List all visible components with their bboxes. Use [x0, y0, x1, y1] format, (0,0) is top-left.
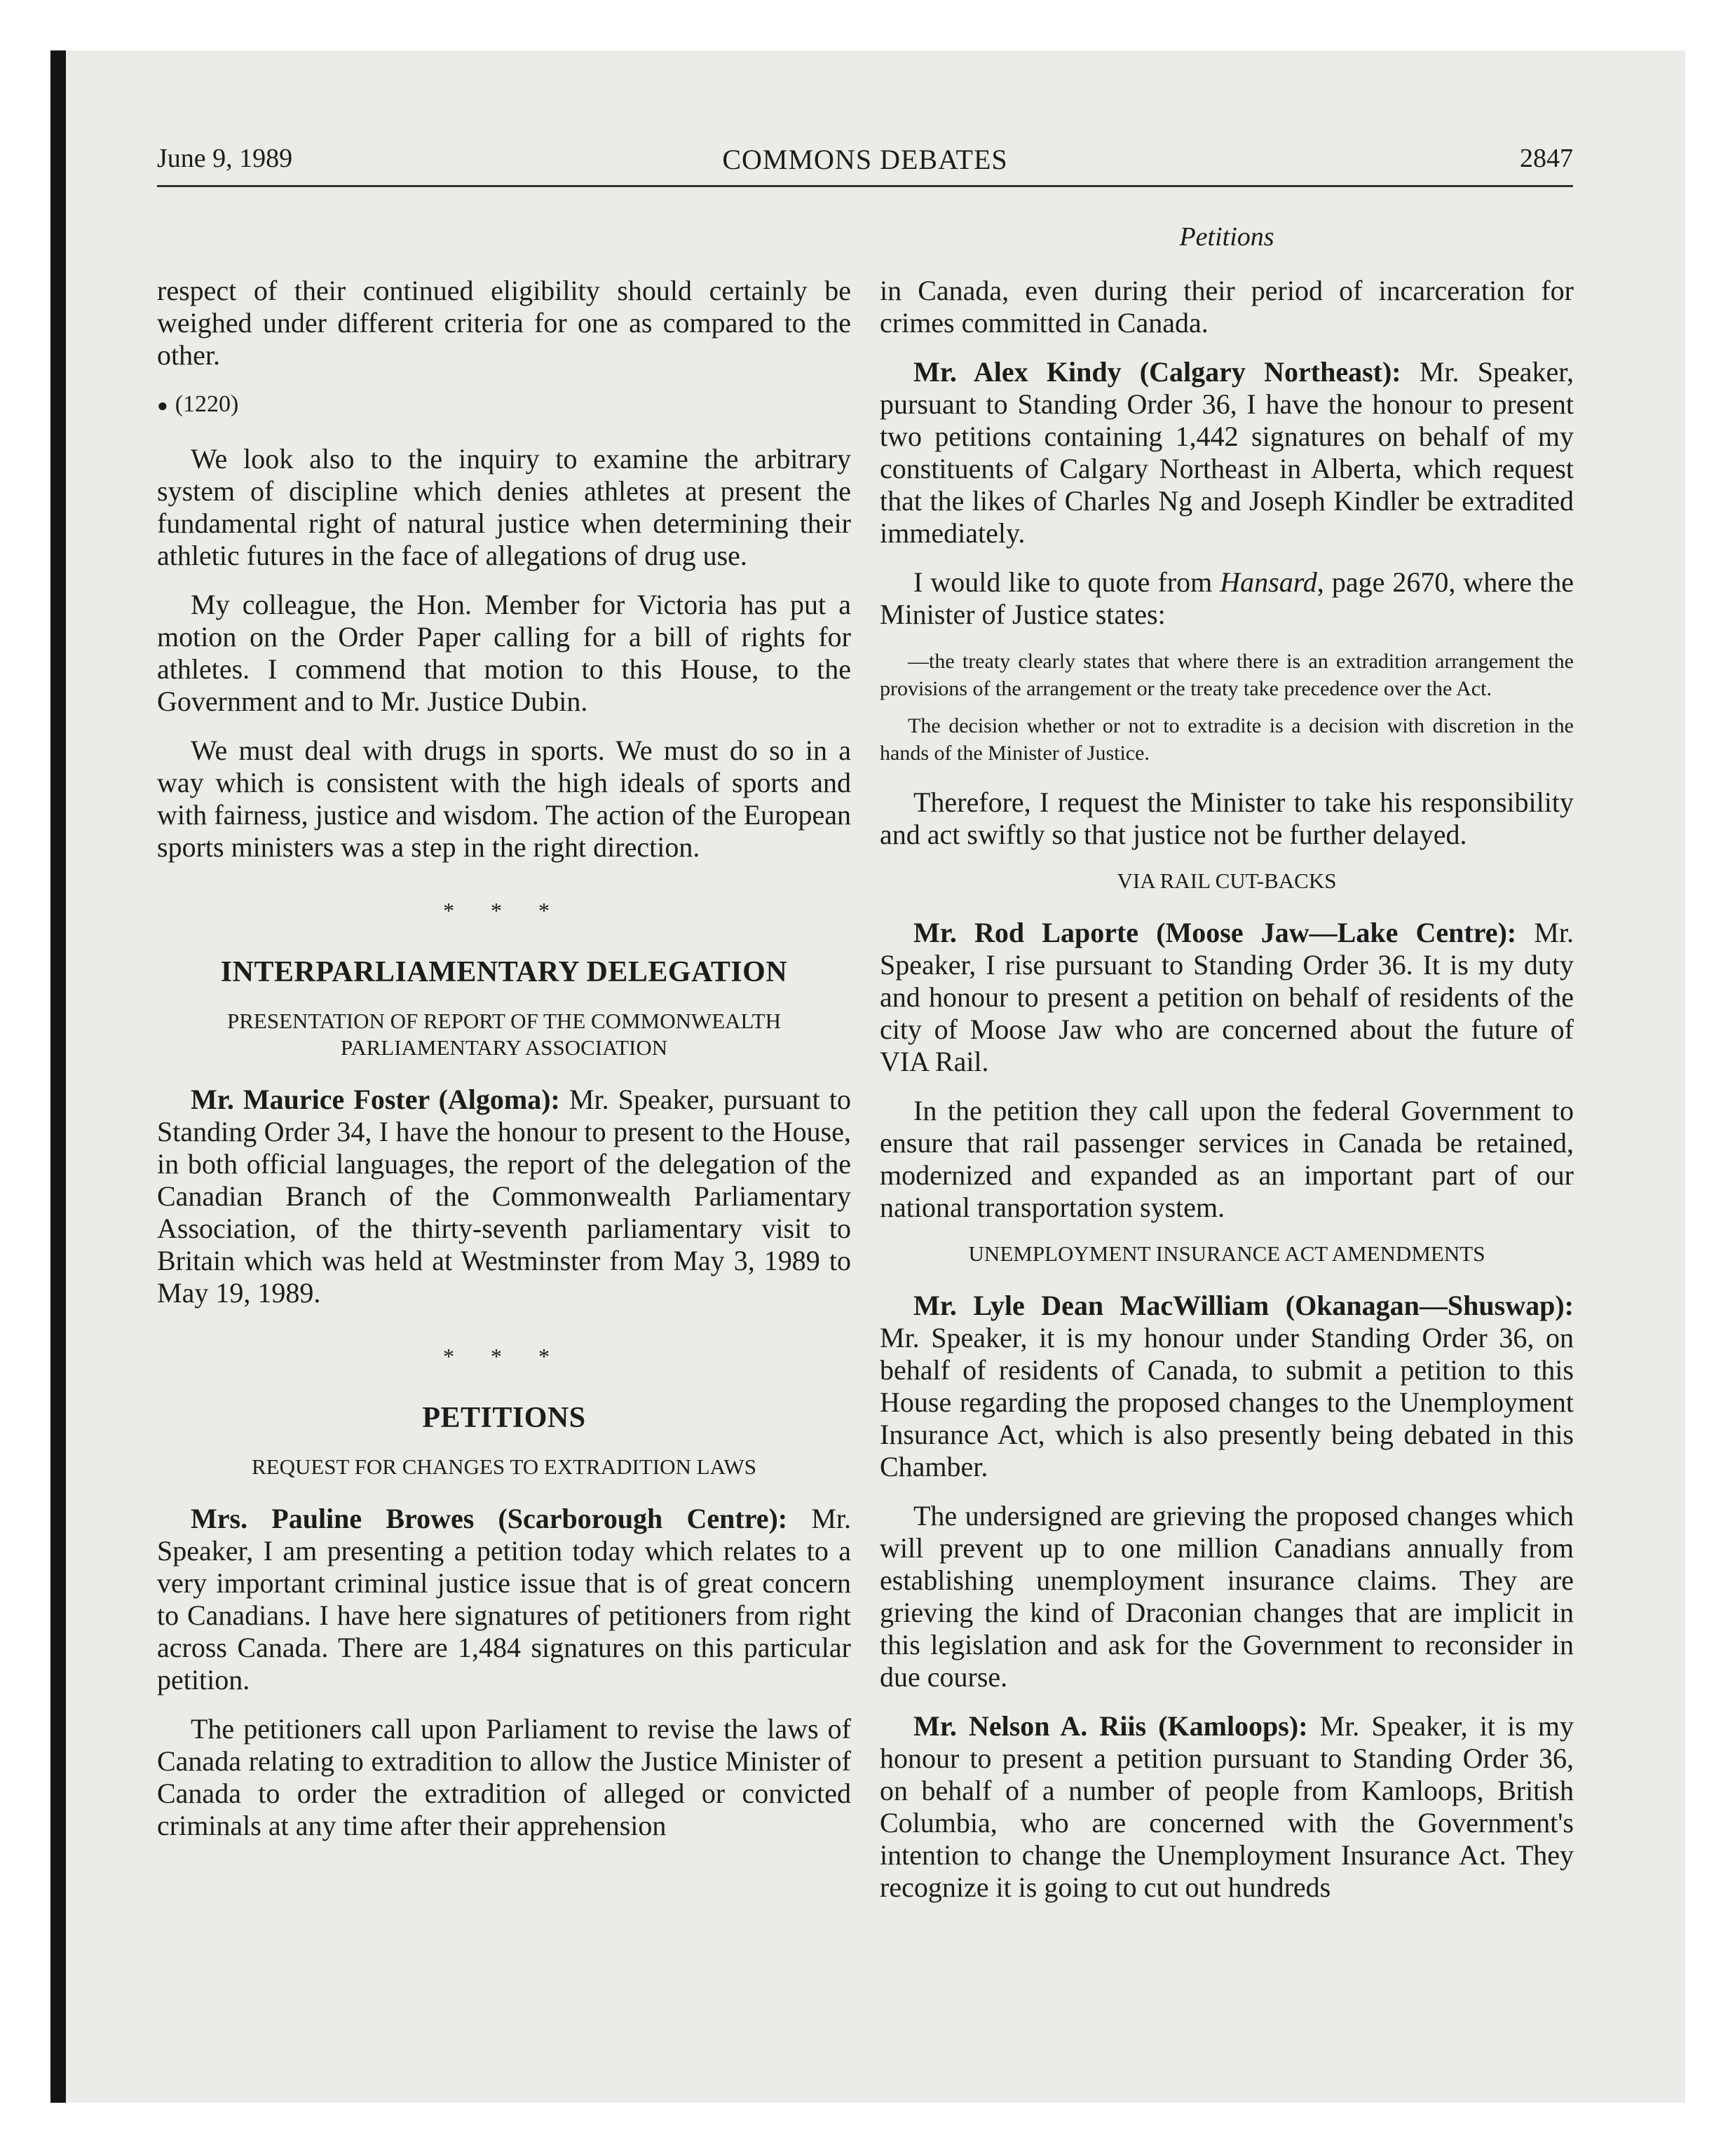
paragraph: In the petition they call upon the federal Government to ensure that rail passenger services in Canada be retained, modernized and expanded as an important part of our national transportation system.: [880, 1095, 1574, 1223]
section-subheading: REQUEST FOR CHANGES TO EXTRADITION LAWS: [251, 1454, 756, 1480]
section-tag: Petitions: [1179, 222, 1274, 252]
speech-paragraph: [880, 356, 1574, 550]
section-heading: PETITIONS: [422, 1402, 586, 1435]
left-column: [157, 275, 851, 1859]
section-subheading: VIA RAIL CUT-BACKS: [1117, 868, 1337, 893]
quotation: The decision whether or not to extradite is a decision with discretion in the hands of the Minister of Justice.: [880, 714, 1574, 765]
header-date: June 9, 1989: [157, 144, 293, 173]
speaker-name: Mr. Lyle Dean MacWilliam (Okanagan—Shuswap):: [913, 1290, 1574, 1321]
speaker-name: Mrs. Pauline Browes (Scarborough Centre):: [191, 1503, 788, 1535]
header-page-number: 2847: [1520, 144, 1573, 173]
speech-paragraph: [157, 1503, 851, 1696]
speech-text: Mr. Speaker, it is my honour under Standing Order 36, on behalf of residents of Canada, to submit a petition to this House regarding the proposed changes to the Unemployment Insurance Act, which is also presently being debated in this Chamber.: [880, 1322, 1574, 1482]
paragraph: The petitioners call upon Parliament to revise the laws of Canada relating to extradition to allow the Justice Minister of Canada to order the extradition of alleged or convicted criminals at any time after their apprehension: [157, 1713, 851, 1842]
scan-binding-edge: [50, 50, 66, 2103]
section-subheading: UNEMPLOYMENT INSURANCE ACT AMENDMENTS: [968, 1241, 1485, 1266]
quotation: —the treaty clearly states that where there is an extradition arrangement the provisions of the arrangement or the treaty take precedence over the Act.: [880, 650, 1574, 700]
speech-text: Mr. Speaker, pursuant to Standing Order 36, I have the honour to present two petitions containing 1,442 signatures on behalf of my constituents of Calgary Northeast in Alberta, which request that the likes of Charles Ng and Joseph Kindler be extradited immediately.: [880, 356, 1574, 549]
speech-paragraph: [880, 917, 1574, 1078]
section-heading: INTERPARLIAMENTARY DELEGATION: [220, 956, 788, 989]
paragraph: We must deal with drugs in sports. We must do so in a way which is consistent with the high ideals of sports and with fairness, justice and wisdom. The action of the European sports ministers was a step in the right direction.: [157, 735, 851, 864]
text-fragment: I would like to quote from: [913, 566, 1220, 598]
hansard-reference: Hansard: [1220, 566, 1317, 598]
speech-text: Mr. Speaker, I rise pursuant to Standing Order 36. It is my duty and honour to present a petition on behalf of residents of the city of Moose Jaw who are concerned about the future of VIA Rail.: [880, 917, 1574, 1077]
paragraph: We look also to the inquiry to examine the arbitrary system of discipline which denies athletes at present the fundamental right of natural justice when determining their athletic futures in the face of allegations of drug use.: [157, 443, 851, 572]
speech-text: Mr. Speaker, pursuant to Standing Order 34, I have the honour to present to the House, in both official languages, the report of the delegation of the Canadian Branch of the Commonwealth Parliamentary Association, of the thirty-seventh parliamentary visit to Britain which was held at Westminster from May 3, 1989 to May 19, 1989.: [157, 1084, 851, 1309]
paragraph: The undersigned are grieving the proposed changes which will prevent up to one million Canadians annually from establishing unemployment insurance claims. They are grieving the kind of Draconian changes that are implicit in this legislation and ask for the Government to reconsider in due course.: [880, 1500, 1574, 1693]
paragraph: in Canada, even during their period of incarceration for crimes committed in Canada.: [880, 275, 1574, 339]
header-title: COMMONS DEBATES: [722, 144, 1008, 175]
bullet-icon: ●: [157, 395, 168, 416]
speaker-name: Mr. Maurice Foster (Algoma):: [191, 1084, 560, 1116]
speech-paragraph: [157, 1084, 851, 1309]
speaker-name: Mr. Alex Kindy (Calgary Northeast):: [913, 356, 1401, 388]
right-column: [880, 275, 1574, 1920]
time-stamp: (1220): [175, 391, 239, 417]
paragraph: respect of their continued eligibility should certainly be weighed under different criteria for one as compared to the other.: [157, 275, 851, 371]
section-divider: * * *: [443, 1344, 565, 1370]
speaker-name: Mr. Nelson A. Riis (Kamloops):: [913, 1710, 1308, 1742]
speech-text: Mr. Speaker, it is my honour to present a petition pursuant to Standing Order 36, on behalf of a number of people from Kamloops, British Columbia, who are concerned with the Government's intention to change the Unemployment Insurance Act. They recognize it is going to cut out hundreds: [880, 1710, 1574, 1903]
paragraph: Therefore, I request the Minister to take his responsibility and act swiftly so that justice not be further delayed.: [880, 786, 1574, 850]
speaker-name: Mr. Rod Laporte (Moose Jaw—Lake Centre):: [913, 917, 1517, 948]
paragraph: My colleague, the Hon. Member for Victoria has put a motion on the Order Paper calling for a bill of rights for athletes. I commend that motion to this House, to the Government and to Mr. Justice Dubin.: [157, 589, 851, 718]
time-marker: [157, 388, 851, 422]
speech-paragraph: [880, 1710, 1574, 1904]
paragraph: [880, 566, 1574, 631]
text-fragment: , page 2670, where the Minister of Justice states:: [880, 566, 1574, 630]
speech-text: Mr. Speaker, I am presenting a petition today which relates to a very important criminal justice issue that is of great concern to Canadians. I have here signatures of petitioners from right across Canada. There are 1,484 signatures on this particular petition.: [157, 1503, 851, 1696]
section-subheading: PRESENTATION OF REPORT OF THE COMMONWEALTH PARLIAMENTARY ASSOCIATION: [227, 1009, 781, 1060]
page-header: [157, 140, 1573, 187]
section-divider: * * *: [443, 898, 565, 924]
speech-paragraph: [880, 1290, 1574, 1483]
